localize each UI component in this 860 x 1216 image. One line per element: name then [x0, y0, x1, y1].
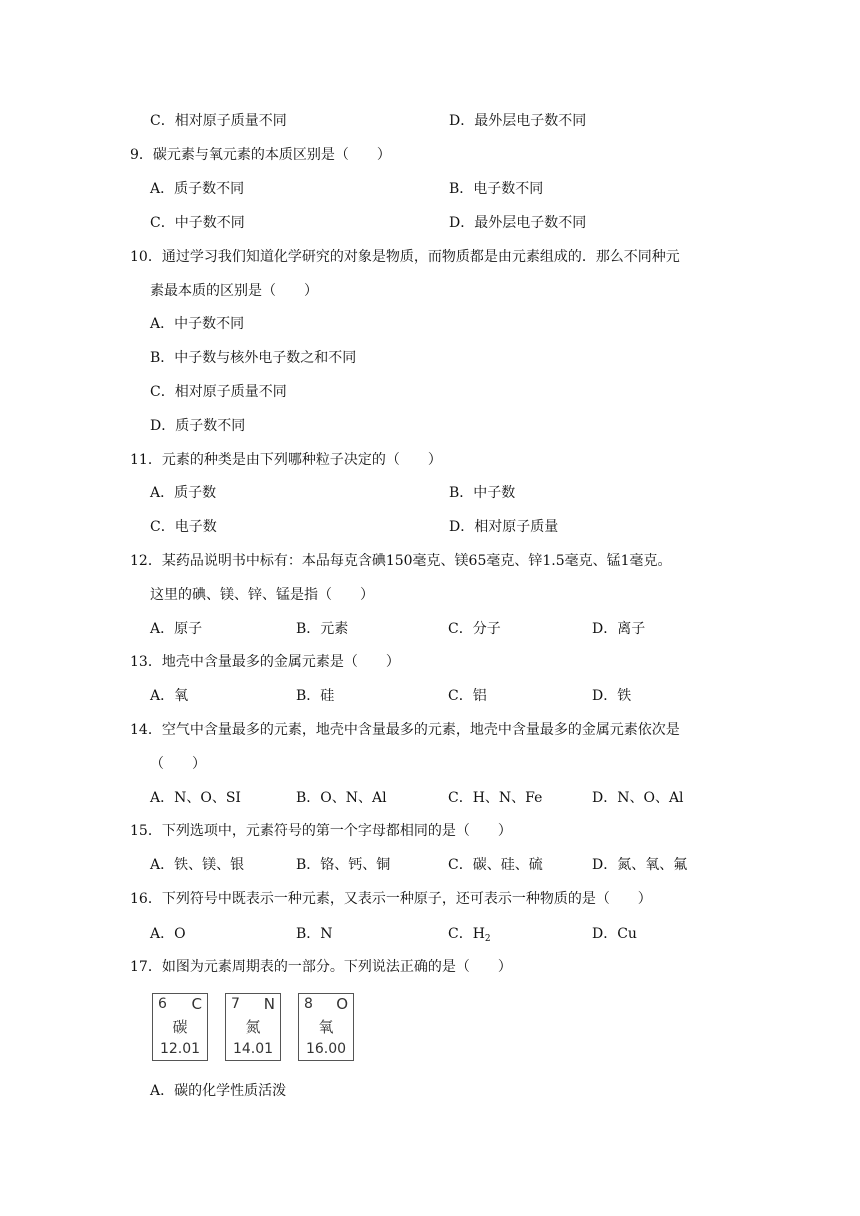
element-tile-oxygen [298, 993, 354, 1061]
atomic-mass: 16.00 [305, 1041, 347, 1057]
atomic-number: 6 [158, 996, 167, 1012]
question-10-option-c [150, 382, 790, 402]
question-11-options-row [150, 483, 790, 503]
option-d[interactable]: D．最外层电子数不同 [449, 215, 587, 231]
question-15-options-row [150, 855, 790, 875]
question-8-options-row [150, 111, 790, 131]
atomic-number: 7 [231, 996, 240, 1012]
question-16-options-row [150, 924, 790, 944]
option-a[interactable]: A．O [150, 926, 186, 942]
option-c[interactable]: C．相对原子质量不同 [150, 384, 287, 400]
option-b[interactable]: B．元素 [296, 621, 349, 637]
question-11-options-row [150, 517, 790, 537]
question-9-options-row [150, 213, 790, 233]
option-a[interactable]: A．质子数不同 [150, 181, 245, 197]
question-14-stem-line1: 14．空气中含量最多的元素，地壳中含量最多的元素，地壳中含量最多的金属元素依次是 [130, 722, 680, 738]
option-a[interactable]: A．中子数不同 [150, 316, 245, 332]
option-b[interactable]: B．铬、钙、铜 [296, 857, 391, 873]
option-d[interactable]: D．相对原子质量 [449, 519, 559, 535]
option-d[interactable]: D．Cu [592, 926, 637, 942]
option-b[interactable]: B．中子数与核外电子数之和不同 [150, 350, 357, 366]
option-c[interactable] [448, 924, 491, 949]
question-13-stem: 13．地壳中含量最多的金属元素是（ ） [130, 654, 400, 670]
option-b[interactable]: B．N [296, 926, 333, 942]
question-14-options-row [150, 788, 790, 808]
periodic-table-excerpt [152, 993, 362, 1065]
option-d[interactable]: D．离子 [592, 621, 646, 637]
element-tile-nitrogen [225, 993, 281, 1061]
option-c[interactable]: C．相对原子质量不同 [150, 113, 287, 129]
element-name: 碳 [172, 1018, 188, 1036]
question-12-stem-line2: 这里的碘、镁、锌、锰是指（ ） [150, 587, 374, 603]
option-c[interactable]: C．分子 [448, 621, 501, 637]
question-10-option-d [150, 416, 790, 436]
element-name: 氮 [245, 1018, 261, 1036]
atomic-mass: 12.01 [159, 1041, 201, 1057]
option-c[interactable]: C．碳、硅、硫 [448, 857, 543, 873]
question-17-stem: 17．如图为元素周期表的一部分。下列说法正确的是（ ） [130, 959, 512, 975]
option-d[interactable]: D．质子数不同 [150, 418, 246, 434]
option-c[interactable]: C．H、N、Fe [448, 790, 543, 806]
question-15-stem: 15．下列选项中，元素符号的第一个字母都相同的是（ ） [130, 823, 512, 839]
option-b[interactable]: B．电子数不同 [449, 181, 544, 197]
question-12-options-row [150, 619, 790, 639]
element-tile-carbon [152, 993, 208, 1061]
question-9-stem: 9．碳元素与氧元素的本质区别是（ ） [130, 147, 391, 163]
question-9-options-row [150, 179, 790, 199]
option-a[interactable]: A．铁、镁、银 [150, 857, 245, 873]
option-c[interactable]: C．电子数 [150, 519, 217, 535]
option-b[interactable]: B．O、N、Al [296, 790, 387, 806]
question-11-stem: 11．元素的种类是由下列哪种粒子决定的（ ） [130, 452, 442, 468]
atomic-mass: 14.01 [232, 1041, 274, 1057]
element-symbol: N [263, 995, 275, 1013]
option-c-text: C．H [448, 926, 485, 942]
option-a[interactable]: A．氧 [150, 688, 189, 704]
option-a[interactable]: A．质子数 [150, 485, 217, 501]
option-a[interactable]: A．N、O、SI [150, 790, 241, 806]
option-c[interactable]: C．中子数不同 [150, 215, 245, 231]
atomic-number: 8 [304, 996, 313, 1012]
question-16-stem: 16．下列符号中既表示一种元素，又表示一种原子，还可表示一种物质的是（ ） [130, 891, 652, 907]
option-d[interactable]: D．最外层电子数不同 [449, 113, 587, 129]
question-10-stem-line2: 素最本质的区别是（ ） [150, 283, 318, 299]
question-14-stem-line2: （ ） [150, 756, 206, 772]
question-17-option-a [150, 1081, 790, 1101]
element-name: 氧 [318, 1018, 334, 1036]
option-d[interactable]: D．铁 [592, 688, 632, 704]
option-c[interactable]: C．铝 [448, 688, 487, 704]
option-d[interactable]: D．N、O、Al [592, 790, 684, 806]
question-10-stem-line1: 10．通过学习我们知道化学研究的对象是物质，而物质都是由元素组成的．那么不同种元 [130, 249, 680, 265]
question-13-options-row [150, 686, 790, 706]
option-d[interactable]: D．氮、氧、氟 [592, 857, 688, 873]
option-a[interactable]: A．碳的化学性质活泼 [150, 1083, 287, 1099]
question-10-option-b [150, 348, 790, 368]
question-12-stem-line1: 12．某药品说明书中标有：本品每克含碘150毫克、镁65毫克、锌1.5毫克、锰1毫克。 [130, 553, 672, 569]
option-b[interactable]: B．中子数 [449, 485, 516, 501]
element-symbol: O [336, 995, 348, 1013]
option-b[interactable]: B．硅 [296, 688, 335, 704]
element-symbol: C [191, 995, 202, 1013]
option-a[interactable]: A．原子 [150, 621, 203, 637]
question-10-option-a [150, 314, 790, 334]
option-c-subscript: 2 [484, 934, 491, 944]
